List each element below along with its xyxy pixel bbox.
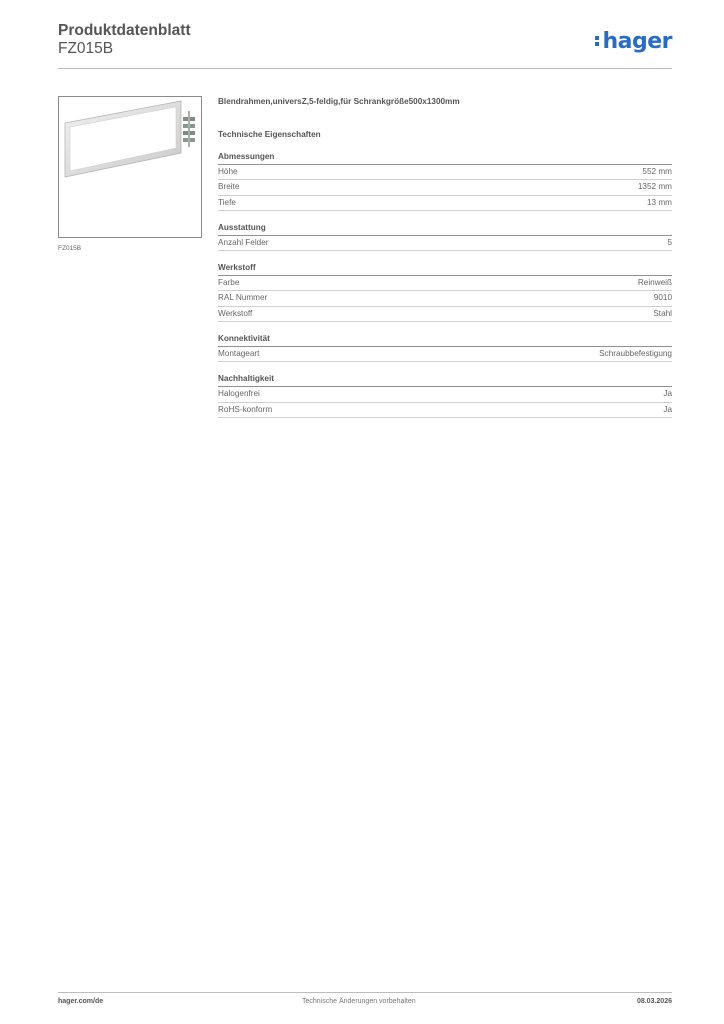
hager-logo: [595, 30, 672, 54]
header-divider: [58, 68, 672, 69]
tech-properties-heading: Technische Eigenschaften: [218, 130, 321, 139]
spec-value: 9010: [653, 293, 672, 303]
product-image: [58, 96, 202, 238]
page-header: [58, 22, 672, 70]
spec-group-material: [218, 262, 672, 322]
spec-group-dimensions: [218, 151, 672, 211]
spec-row: [218, 291, 672, 306]
spec-label: Farbe: [218, 278, 240, 288]
spec-value: 5: [667, 237, 672, 247]
group-title: Ausstattung: [218, 222, 672, 236]
group-title: Nachhaltigkeit: [218, 373, 672, 387]
product-code: FZ015B: [58, 40, 114, 57]
spec-value: Schraubbefestigung: [599, 349, 672, 359]
spec-content: [218, 96, 672, 418]
spec-row: [218, 403, 672, 418]
frame-illustration: [59, 97, 201, 237]
group-title: Abmessungen: [218, 151, 672, 165]
spec-row: [218, 165, 672, 180]
spec-label: Werkstoff: [218, 308, 253, 318]
spec-row: [218, 387, 672, 402]
footer-date: 08.03.2026: [636, 998, 672, 1005]
spec-row: [218, 180, 672, 195]
spec-value: 1352 mm: [637, 182, 672, 192]
logo-dots-icon: [595, 34, 600, 48]
spec-value: Ja: [663, 404, 672, 414]
spec-value: Stahl: [653, 308, 672, 318]
document-title: Produktdatenblatt: [58, 22, 191, 39]
footer-divider: [58, 992, 672, 993]
spec-value: Reinweiß: [637, 278, 672, 288]
spec-value: 13 mm: [646, 197, 672, 207]
spec-label: RAL Nummer: [218, 293, 268, 303]
spec-label: Breite: [218, 182, 240, 192]
spec-row: [218, 196, 672, 211]
spec-row: [218, 236, 672, 251]
image-caption: FZ015B: [58, 245, 82, 252]
spec-value: Ja: [663, 389, 672, 399]
spec-label: Tiefe: [218, 197, 236, 207]
spec-row: [218, 276, 672, 291]
spec-label: Höhe: [218, 167, 238, 176]
group-title: Konnektivität: [218, 333, 672, 347]
product-description: Blendrahmen,universZ,5-feldig,für Schrankgröße500x1300mm: [218, 97, 460, 106]
spec-group-connectivity: [218, 333, 672, 362]
spec-group-sustainability: [218, 373, 672, 418]
spec-value: 552 mm: [642, 167, 672, 176]
spec-label: Anzahl Felder: [218, 237, 269, 247]
logo-text: hager: [602, 29, 672, 54]
spec-row: [218, 347, 672, 362]
spec-label: RoHS-konform: [218, 404, 273, 414]
group-title: Werkstoff: [218, 262, 672, 276]
spec-label: Montageart: [218, 349, 260, 359]
footer-note: Technische Änderungen vorbehalten: [302, 998, 416, 1005]
spec-row: [218, 307, 672, 322]
spec-label: Halogenfrei: [218, 389, 260, 399]
spec-group-equipment: [218, 222, 672, 251]
rail-stack: [183, 111, 195, 147]
footer-website-link[interactable]: hager.com/de: [58, 998, 104, 1005]
